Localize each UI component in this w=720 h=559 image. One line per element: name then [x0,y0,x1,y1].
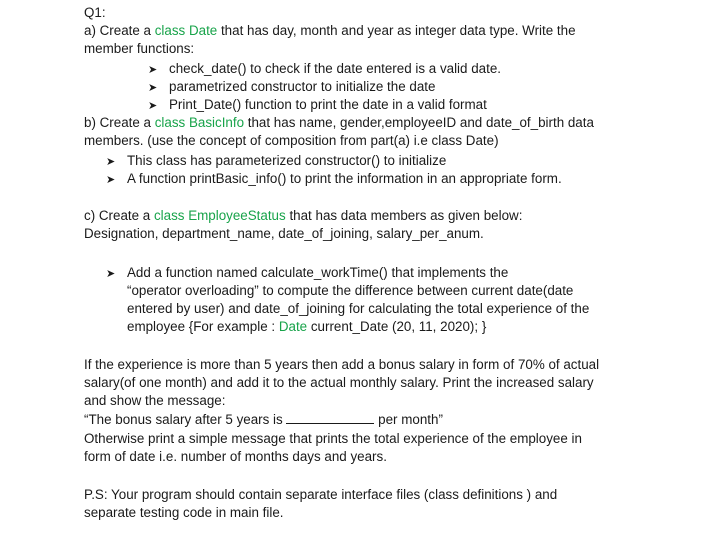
arrow-bullet-icon: ➤ [106,174,116,186]
bonus-line-1: If the experience is more than 5 years then add a bonus salary in form of 70% of actual [84,357,600,372]
part-a-line-2: member functions: [84,41,195,56]
part-a-intro: a) Create a [84,23,155,38]
part-a-bullet [148,96,487,115]
example-intro: employee {For example : [127,319,279,334]
part-b-intro: b) Create a [84,115,155,130]
bonus-message-line [84,411,443,429]
bullet-text: A function printBasic_info() to print the information in an appropriate form. [127,171,562,186]
bonus-line-6: form of date i.e. number of months days and years. [84,449,387,464]
part-c-rest: that has data members as given below: [285,208,523,223]
part-c-intro: c) Create a [84,208,154,223]
part-b-rest: that has name, gender,employeeID and date_of_birth data [244,115,594,130]
ps-line-2: separate testing code in main file. [84,505,284,520]
arrow-bullet-icon: ➤ [148,100,158,112]
arrow-bullet-icon: ➤ [106,156,116,168]
part-c-line-2: Designation, department_name, date_of_joining, salary_per_anum. [84,226,484,241]
bullet-text: This class has parameterized constructor() to initialize [127,153,447,168]
part-a-rest: that has day, month and year as integer data type. Write the [217,23,576,38]
arrow-bullet-icon: ➤ [106,268,116,280]
bullet-text: Print_Date() function to print the date in a valid format [169,97,487,112]
part-a-bullet [148,78,435,97]
bonus-message-start: “The bonus salary after 5 years is [84,412,287,427]
bullet-text: parametrized constructor to initialize the date [169,79,436,94]
part-b-line-2: members. (use the concept of composition from part(a) i.e class Date) [84,133,499,148]
part-b-bullet [106,152,446,171]
class-date-keyword: class Date [154,23,218,38]
arrow-bullet-icon: ➤ [148,64,158,76]
ps-line-1: P.S: Your program should contain separate interface files (class definitions ) and [84,487,558,502]
part-a-bullet [148,60,501,79]
bonus-line-2: salary(of one month) and add it to the actual monthly salary. Print the increased salary [84,375,594,390]
date-keyword: Date [278,319,308,334]
example-code: current_Date (20, 11, 2020); } [307,319,487,334]
part-b-line-1 [84,114,594,132]
part-b-bullet [106,170,562,189]
part-c-bullet [106,264,508,283]
bonus-line-3: and show the message: [84,393,226,408]
part-a-line-1 [84,22,576,40]
bullet-text: Add a function named calculate_workTime() that implements the [127,265,509,280]
blank-underline [286,411,374,424]
question-label: Q1: [84,5,106,20]
bullet-text: check_date() to check if the date entered is a valid date. [169,61,501,76]
part-c-line-1 [84,207,522,225]
class-basicinfo-keyword: class BasicInfo [154,115,245,130]
class-employeestatus-keyword: class EmployeeStatus [153,208,286,223]
part-c-bullet-cont [127,318,486,336]
bonus-message-end: per month” [374,412,443,427]
part-c-bullet-cont: “operator overloading” to compute the difference between current date(date [127,283,574,298]
bonus-line-5: Otherwise print a simple message that prints the total experience of the employee in [84,431,582,446]
part-c-bullet-cont: entered by user) and date_of_joining for calculating the total experience of the [127,301,590,316]
arrow-bullet-icon: ➤ [148,82,158,94]
